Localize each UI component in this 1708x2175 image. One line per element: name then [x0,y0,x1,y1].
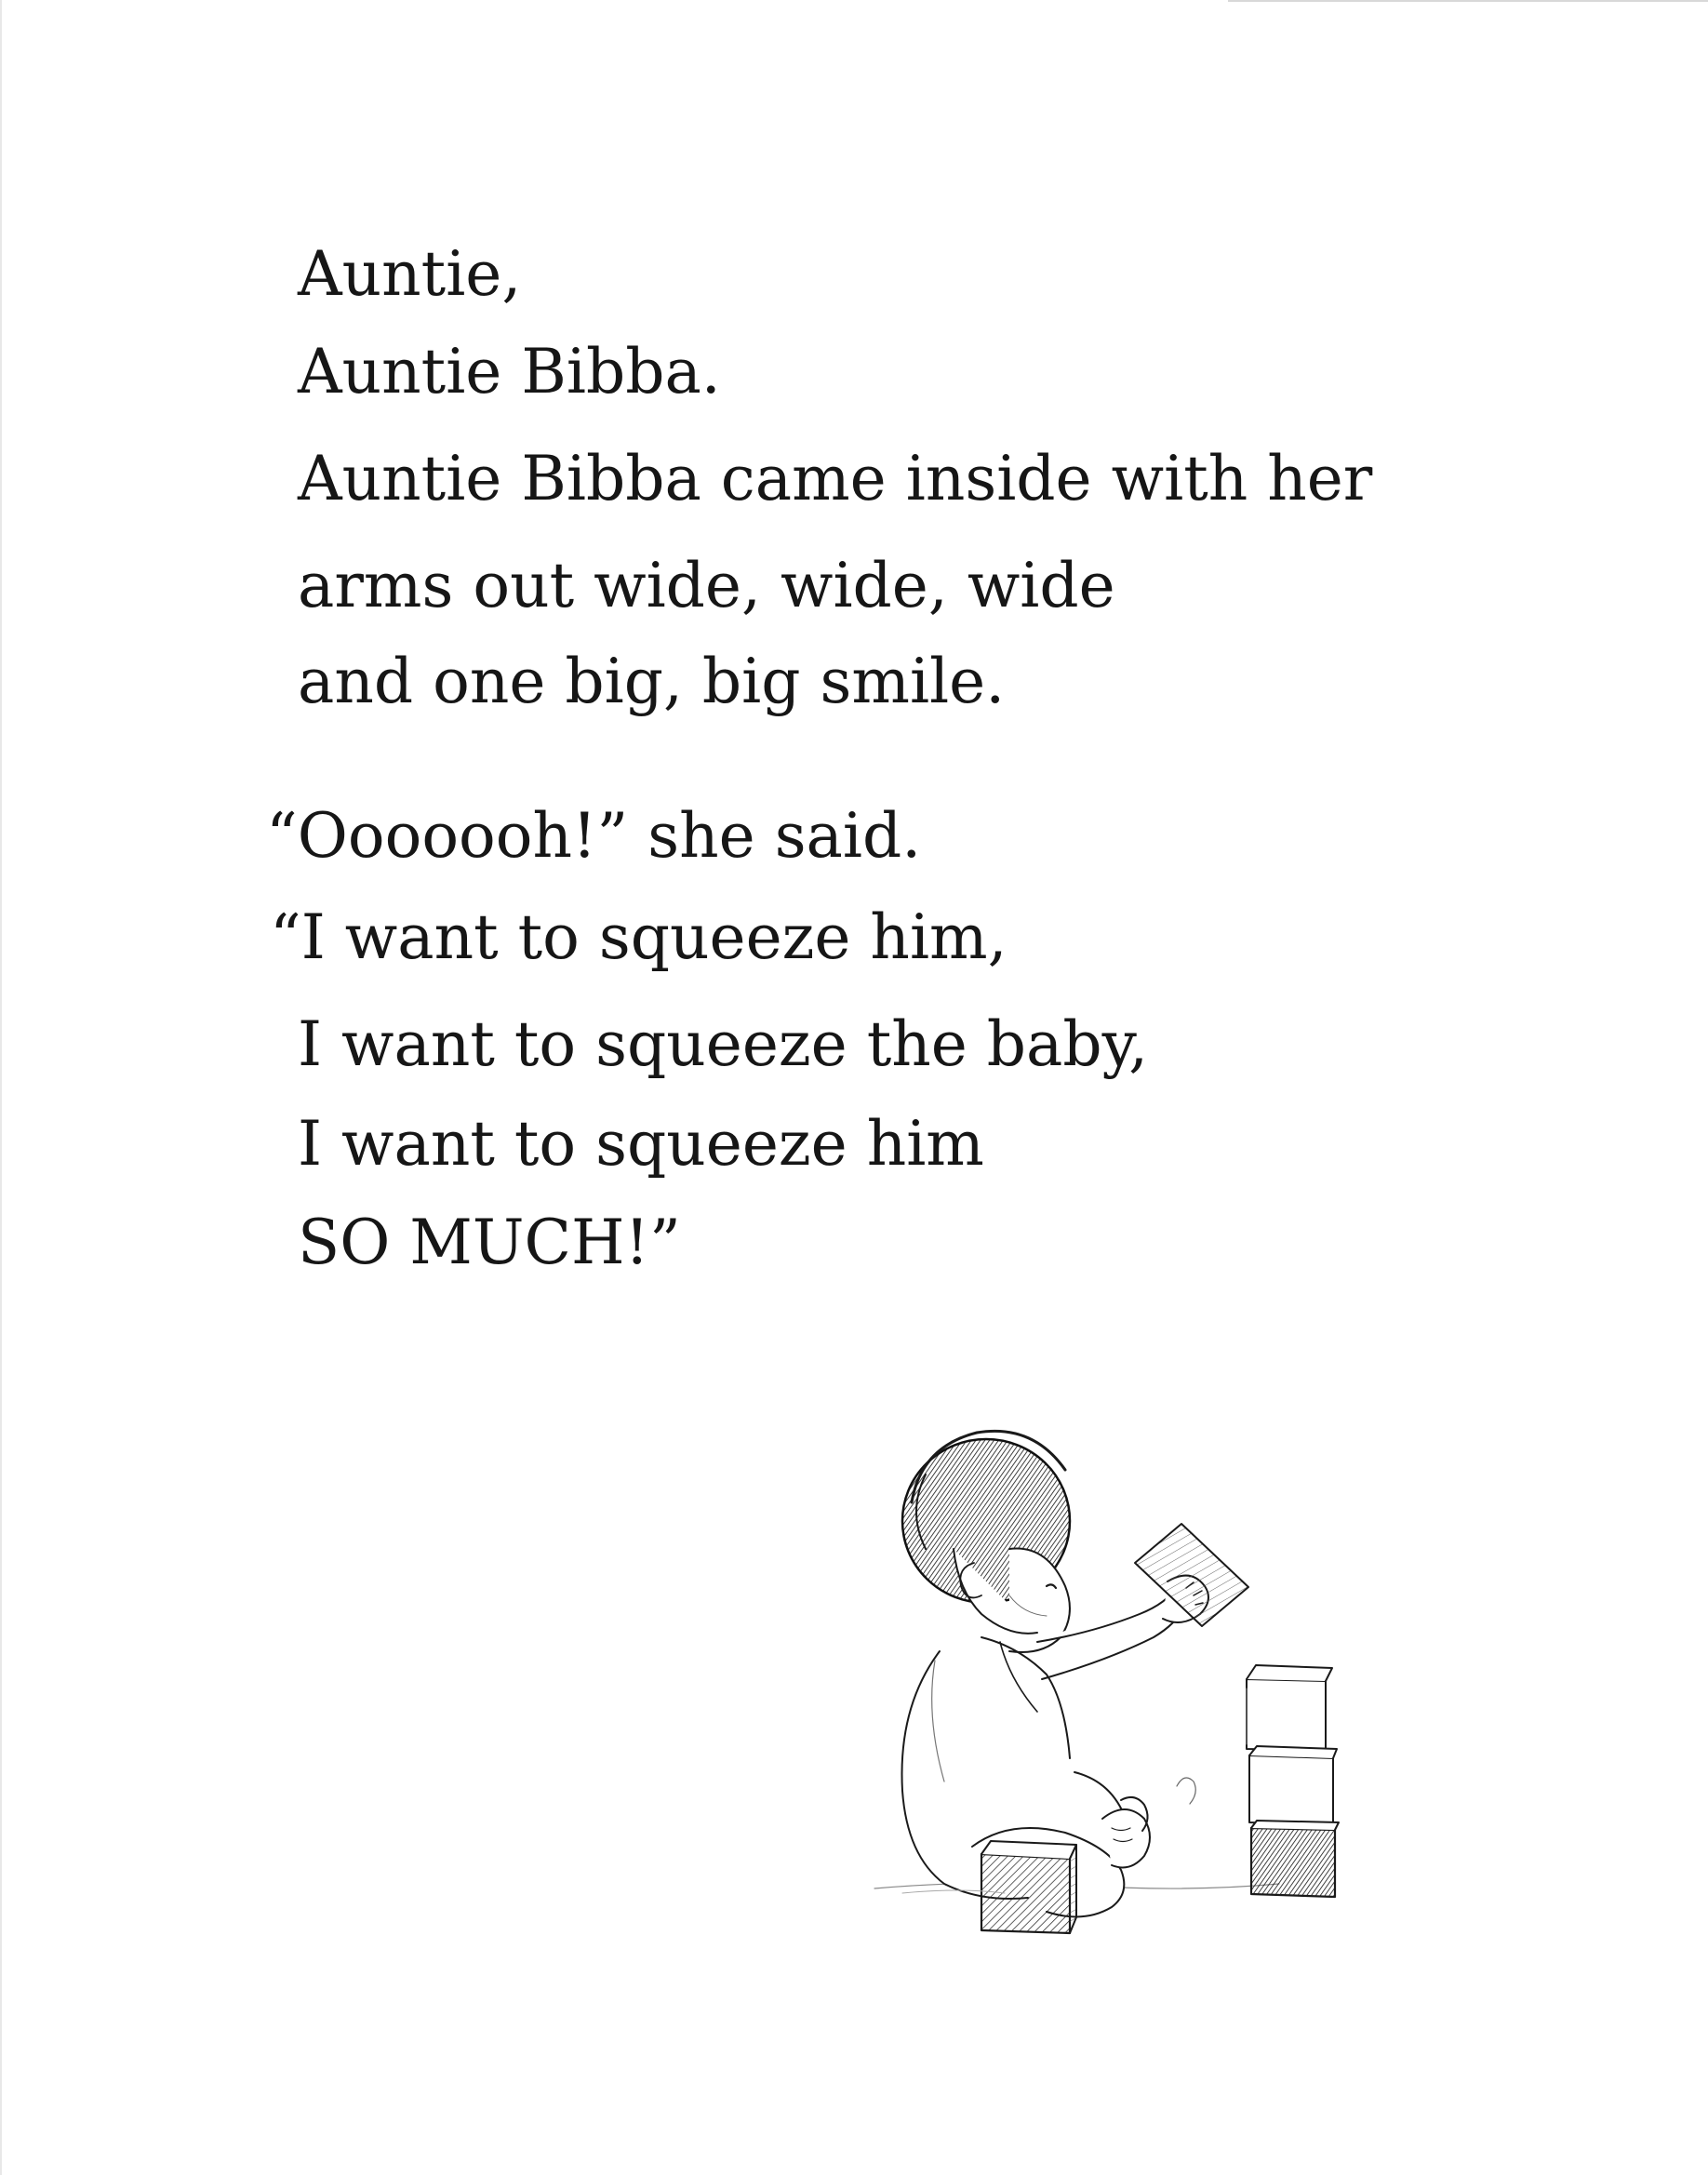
story-line: “Ooooooh!” she said. [266,800,922,872]
scan-edge-left [0,0,2,2175]
baby-playing-with-blocks-illustration [870,1409,1372,1986]
story-line: Auntie, [298,238,522,310]
toy-block [981,1841,1076,1933]
story-line: Auntie Bibba. [298,336,721,407]
story-line: I want to squeeze the baby, [298,1008,1149,1080]
story-line: I want to squeeze him [298,1108,984,1180]
story-line: and one big, big smile. [298,646,1006,717]
story-line: “I want to squeeze him, [270,901,1007,973]
story-line: SO MUCH!” [298,1207,681,1278]
block-stack [1247,1665,1339,1897]
story-line: arms out wide, wide, wide [298,550,1115,621]
scan-edge-top [1228,0,1708,2]
story-line: Auntie Bibba came inside with her [298,443,1373,514]
